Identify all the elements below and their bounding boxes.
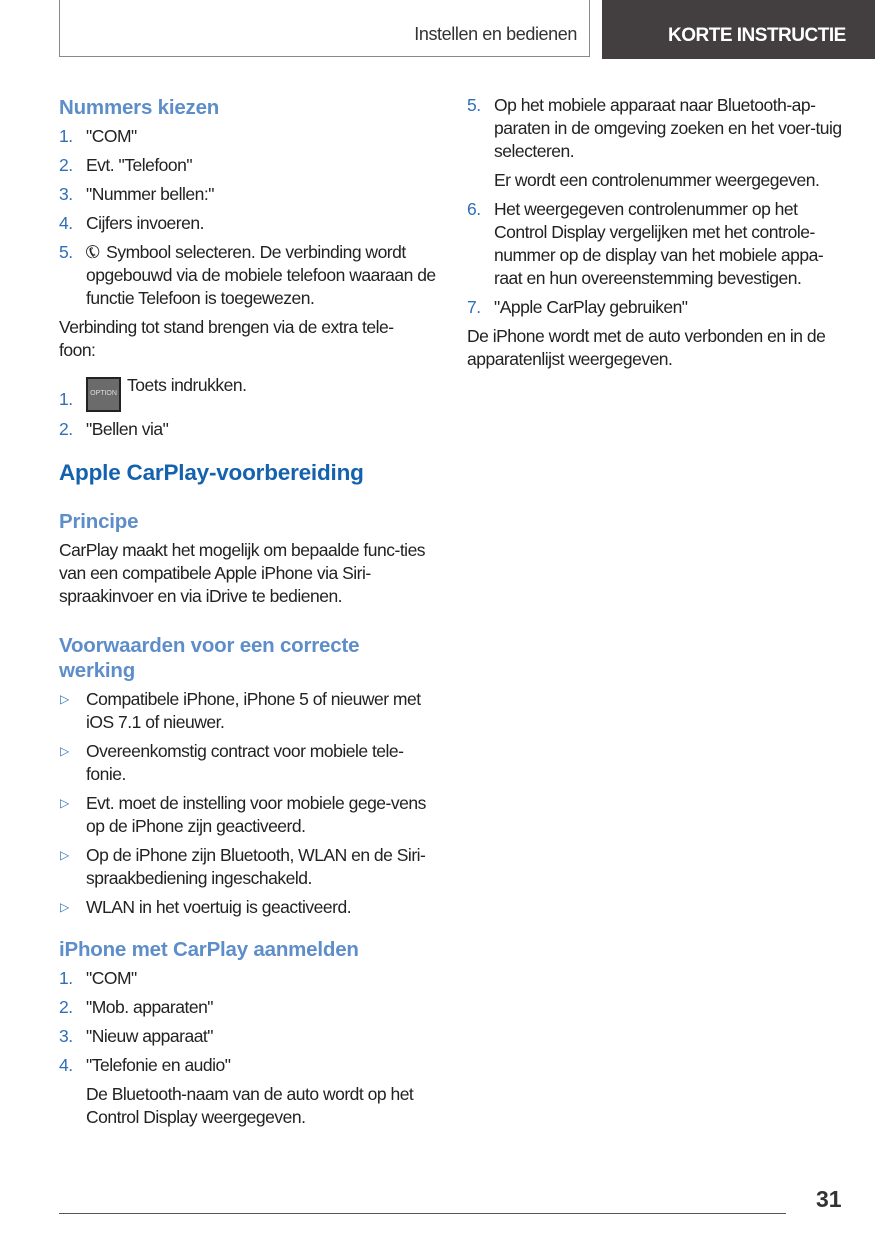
bullet-item (59, 844, 446, 890)
item-text: Het weergegeven controlenummer op het Control Display vergelijken met het controle-nummer op de display van het mobiele appa-raat en hun overeenstemming bevestigen. (494, 199, 824, 288)
bullet-item (59, 896, 443, 919)
list-item (59, 212, 443, 235)
heading-voorwaarden: Voorwaarden voor een correcte werking (59, 634, 360, 682)
item-text: "COM" (86, 968, 137, 988)
page-number: 31 (816, 1186, 842, 1212)
triangle-bullet-icon: ▷ (60, 848, 69, 862)
list-item (59, 1054, 443, 1077)
list-item (59, 1025, 443, 1048)
item-text: WLAN in het voertuig is geactiveerd. (86, 897, 352, 917)
item-number: 6. (467, 199, 481, 219)
bullet-item (59, 792, 431, 838)
list-item (59, 241, 443, 310)
header-box (59, 0, 590, 57)
list-item (467, 94, 851, 163)
item-text: "Mob. apparaten" (86, 997, 214, 1017)
item-text: "Bellen via" (86, 419, 169, 439)
paragraph: Verbinding tot stand brengen via de extra tele-foon: (59, 317, 394, 360)
heading-aanmelden: iPhone met CarPlay aanmelden (59, 938, 359, 961)
list-item (59, 418, 443, 441)
item-number: 2. (59, 997, 73, 1017)
item-text: "Nieuw apparaat" (86, 1026, 214, 1046)
heading-nummers-kiezen: Nummers kiezen (59, 96, 220, 119)
heading-principe: Principe (59, 510, 139, 533)
left-column (59, 95, 443, 1135)
triangle-bullet-icon: ▷ (60, 900, 69, 914)
paragraph: De iPhone wordt met de auto verbonden en in de apparatenlijst weergegeven. (467, 326, 826, 369)
list-item (59, 183, 443, 206)
item-text: Cijfers invoeren. (86, 213, 204, 233)
item-text: Symbool selecteren. De verbinding wordt opgebouwd via de mobiele telefoon waaraan de functie Telefoon is toegewezen. (86, 242, 436, 308)
item-text: "COM" (86, 126, 137, 146)
item-number: 5. (467, 95, 481, 115)
triangle-bullet-icon: ▷ (60, 692, 69, 706)
chapter-tab: KORTE INSTRUCTIE (602, 0, 875, 59)
item-number: 1. (59, 389, 73, 409)
triangle-bullet-icon: ▷ (60, 744, 69, 758)
section-title: Instellen en bedienen (414, 24, 577, 44)
triangle-bullet-icon: ▷ (60, 796, 69, 810)
item-text: Op de iPhone zijn Bluetooth, WLAN en de Siri-spraakbediening ingeschakeld. (86, 845, 426, 888)
option-key-icon: OPTION (86, 377, 121, 412)
item-number: 1. (59, 968, 73, 988)
bullet-item (59, 688, 431, 734)
item-number: 5. (59, 242, 73, 262)
item-text: Overeenkomstig contract voor mobiele tele-fonie. (86, 741, 404, 784)
heading-carplay: Apple CarPlay-voorbereiding (59, 460, 364, 485)
bullet-item (59, 740, 443, 786)
list-item (467, 296, 851, 319)
list-item (467, 198, 851, 290)
list-item (59, 996, 443, 1019)
item-text: Compatibele iPhone, iPhone 5 of nieuwer met iOS 7.1 of nieuwer. (86, 689, 421, 732)
item-note: Er wordt een controlenummer weergegeven. (494, 170, 820, 190)
item-number: 2. (59, 155, 73, 175)
item-text: "Nummer bellen:" (86, 184, 214, 204)
list-item (59, 154, 443, 177)
paragraph: CarPlay maakt het mogelijk om bepaalde func-ties van een compatibele Apple iPhone via Siri-spraakinvoer en via iDrive te bedienen. (59, 540, 426, 606)
item-number: 2. (59, 419, 73, 439)
list-item (59, 967, 443, 990)
item-text: Op het mobiele apparaat naar Bluetooth-ap-paraten in de omgeving zoeken en het voer-tuig selecteren. (494, 95, 842, 161)
item-note: De Bluetooth-naam van de auto wordt op het Control Display weergegeven. (86, 1084, 414, 1127)
phone-handset-icon: ✆ (80, 240, 105, 265)
item-text: Evt. "Telefoon" (86, 155, 193, 175)
item-number: 3. (59, 184, 73, 204)
right-column (467, 94, 851, 377)
item-text: Toets indrukken. (127, 375, 247, 395)
item-number: 3. (59, 1026, 73, 1046)
item-number: 1. (59, 126, 73, 146)
list-item (59, 374, 443, 412)
list-item (59, 125, 443, 148)
item-text: "Telefonie en audio" (86, 1055, 231, 1075)
item-text: "Apple CarPlay gebruiken" (494, 297, 688, 317)
footer-rule (59, 1213, 786, 1214)
item-number: 4. (59, 213, 73, 233)
item-number: 4. (59, 1055, 73, 1075)
item-number: 7. (467, 297, 481, 317)
item-text: Evt. moet de instelling voor mobiele gege-vens op de iPhone zijn geactiveerd. (86, 793, 426, 836)
